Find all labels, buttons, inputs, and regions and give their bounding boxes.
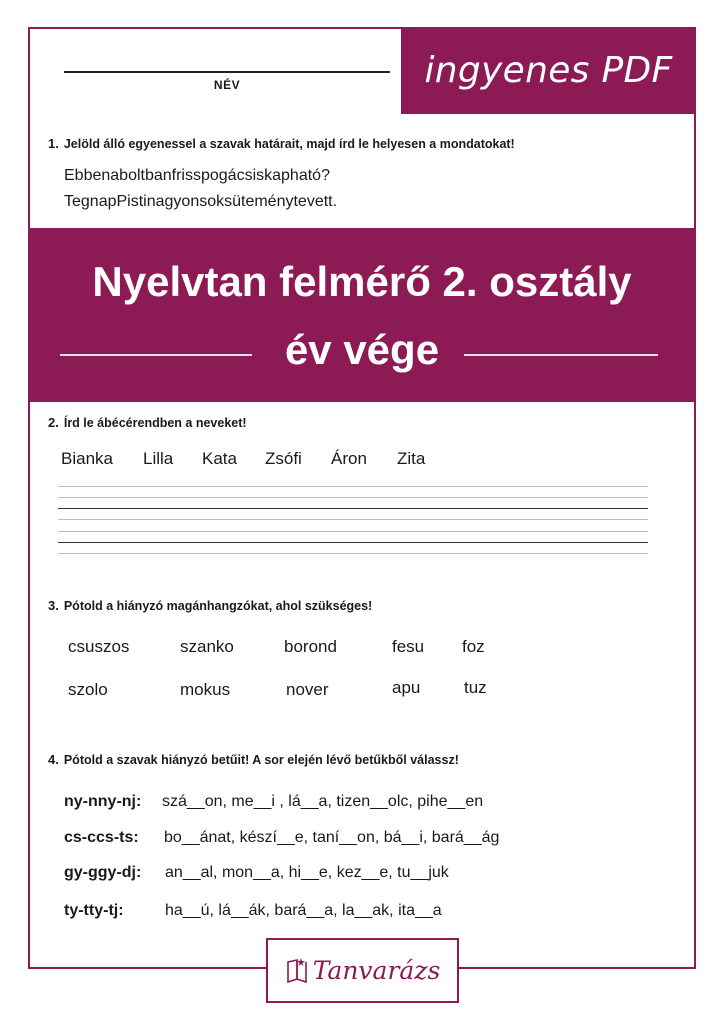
name-item: Zita (397, 449, 426, 468)
q3-title (48, 598, 372, 613)
letter-set-label: ty-tty-tj: (64, 902, 124, 919)
vowel-word: tuz (464, 678, 487, 697)
page-subtitle: év vége (284, 326, 440, 373)
fill-in-words: an__al, mon__a, hi__e, kez__e, tu__juk (165, 864, 449, 881)
q1-title (48, 136, 515, 151)
q1-number: 1. (48, 136, 59, 151)
vowel-word: fesu (392, 637, 425, 656)
fill-in-words: bo__ánat, készí__e, taní__on, bá__i, bará__ág (164, 829, 500, 846)
q1-sentence-1: Ebbenaboltbanfrisspogácsiskapható? (64, 167, 330, 184)
vowel-word: csuszos (68, 637, 130, 656)
writing-line (58, 553, 648, 554)
writing-line (58, 542, 648, 543)
q3-number: 3. (48, 598, 59, 613)
name-item: Áron (331, 449, 367, 468)
vowel-word: mokus (180, 680, 231, 699)
writing-line (58, 531, 648, 532)
writing-line (58, 497, 648, 498)
title-rule-right (464, 354, 658, 356)
name-item: Kata (202, 449, 237, 468)
q2-title (48, 415, 247, 430)
vowel-word: apu (392, 678, 421, 697)
letter-set-label: gy-ggy-dj: (64, 864, 142, 881)
page-title: Nyelvtan felmérő 2. osztály (92, 258, 632, 305)
name-item: Bianka (61, 449, 113, 468)
writing-line (58, 519, 648, 520)
q3-instruction: Pótold a hiányzó magánhangzókat, ahol szükséges! (63, 599, 373, 613)
name-label: NÉV (213, 78, 241, 92)
fill-in-words: ha__ú, lá__ák, bará__a, la__ak, ita__a (165, 902, 442, 919)
name-line (64, 71, 390, 73)
fill-in-words: szá__on, me__i , lá__a, tizen__olc, pihe__en (162, 793, 484, 810)
q1-sentence-2: TegnapPistinagyonsoksüteménytevett. (64, 193, 338, 210)
vowel-word: szanko (180, 637, 234, 656)
writing-line (58, 508, 648, 509)
title-band (28, 228, 696, 402)
q4-instruction: Pótold a szavak hiányzó betűit! A sor elején lévő betűkből válassz! (63, 753, 459, 767)
q4-title (48, 752, 459, 767)
writing-line (58, 486, 648, 487)
letter-set-label: ny-nny-nj: (64, 793, 142, 810)
q4-number: 4. (48, 752, 59, 767)
vowel-word: foz (462, 637, 485, 656)
vowel-word: szolo (68, 680, 108, 699)
name-item: Zsófi (265, 449, 302, 468)
name-item: Lilla (143, 449, 174, 468)
vowel-word: borond (284, 637, 337, 656)
q2-number: 2. (48, 415, 59, 430)
q1-instruction: Jelöld álló egyenessel a szavak határait, majd írd le helyesen a mondatokat! (63, 137, 515, 151)
logo-text: Tanvarázs (312, 956, 441, 985)
vowel-word: nover (286, 680, 329, 699)
free-pdf-badge: ingyenes PDF (401, 27, 696, 114)
q2-instruction: Írd le ábécérendben a neveket! (63, 416, 247, 430)
brand-logo (266, 938, 459, 1003)
letter-set-label: cs-ccs-ts: (64, 829, 139, 846)
book-icon (285, 956, 311, 986)
